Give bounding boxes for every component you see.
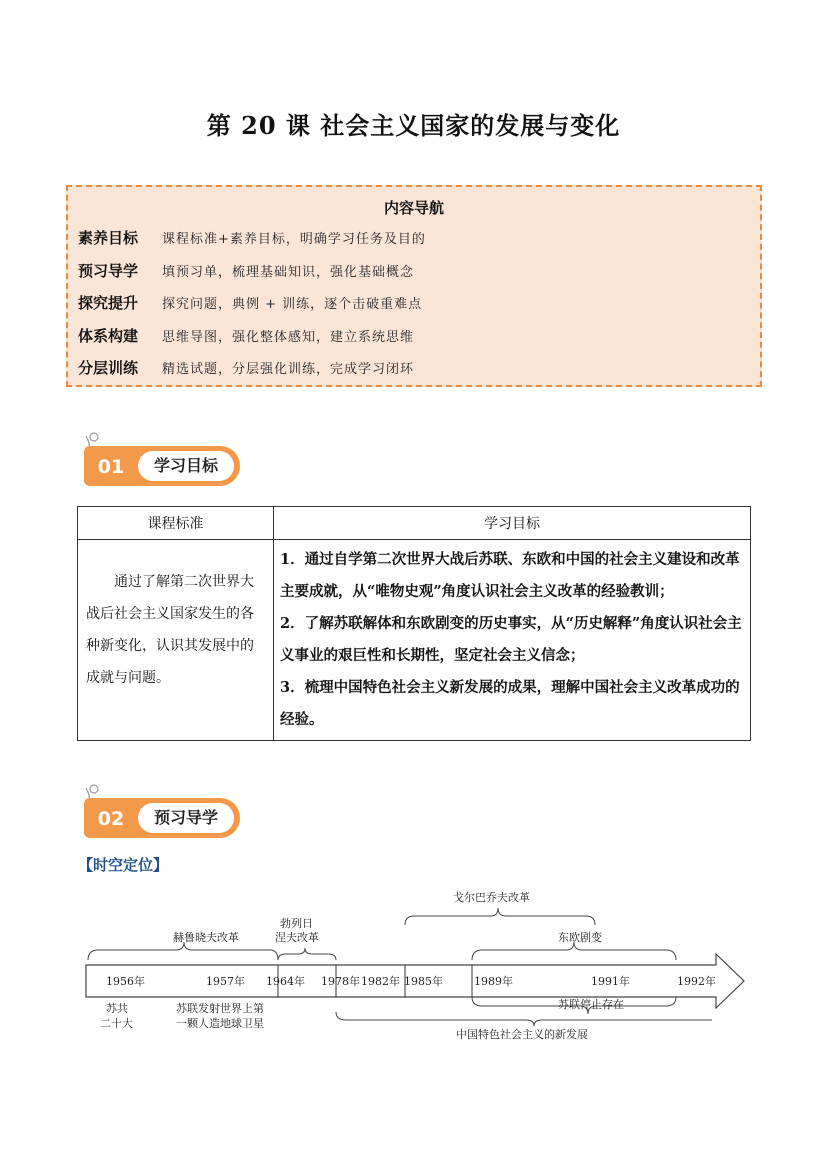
brace-lines-below	[336, 997, 712, 1026]
nav-item-desc: 思维导图，强化整体感知，建立系统思维	[162, 329, 415, 345]
nav-item	[78, 225, 426, 249]
year-label: 1991年	[591, 975, 630, 988]
timeline-diagram	[80, 884, 750, 1049]
nav-item-desc: 精选试题，分层强化训练，完成学习闭环	[162, 361, 415, 377]
section-label: 学习目标	[138, 451, 234, 481]
nav-item-desc: 填预习单，梳理基础知识，强化基础概念	[162, 264, 415, 280]
section-badge-preview	[84, 784, 240, 846]
standard-text: 通过了解第二次世界大战后社会主义国家发生的各种新变化，认识其发展中的成就与问题。	[86, 574, 254, 686]
satellite-label-line2: 一颗人造地球卫星	[176, 1017, 264, 1030]
table-header-row	[78, 507, 751, 540]
year-label: 1989年	[474, 975, 513, 988]
year-label: 1957年	[206, 975, 245, 988]
cpsu-congress-label-line1: 苏共	[106, 1002, 128, 1015]
nav-item	[78, 290, 422, 314]
nav-item-label: 预习导学	[78, 261, 139, 280]
table-header-standard: 课程标准	[78, 507, 274, 540]
goal-item: 1．通过自学第二次世界大战后苏联、东欧和中国的社会主义建设和改革主要成就，从“唯物史观”角度认识社会主义改革的经验教训；	[280, 551, 740, 600]
section-number: 02	[97, 808, 125, 830]
nav-item-label: 体系构建	[78, 326, 139, 345]
goal-item: 2．了解苏联解体和东欧剧变的历史事实，从“历史解释”角度认识社会主义事业的艰巨性和长期性，坚定社会主义信念；	[280, 615, 742, 664]
table-header-goals: 学习目标	[274, 507, 751, 540]
section-number: 01	[97, 456, 125, 478]
year-label: 1956年	[106, 975, 145, 988]
section-badge-learning-goals	[84, 432, 240, 494]
ussr-end-label: 苏联停止存在	[558, 998, 624, 1011]
goals-table	[77, 506, 751, 741]
nav-heading: 内容导航	[383, 199, 444, 217]
satellite-label-line1: 苏联发射世界上第	[176, 1002, 264, 1015]
brezhnev-reform-label-line1: 勃列日	[280, 917, 313, 930]
eastern-europe-upheaval-label: 东欧剧变	[558, 931, 602, 944]
nav-item	[78, 355, 414, 379]
subheading-time-space: 【时空定位】	[78, 856, 169, 874]
china-development-label: 中国特色社会主义的新发展	[456, 1028, 588, 1041]
khrushchev-reform-label: 赫鲁晓夫改革	[173, 931, 239, 944]
nav-item-desc: 探究问题，典例 + 训练，逐个击破重难点	[162, 296, 423, 312]
year-label: 1985年	[404, 975, 443, 988]
nav-item	[78, 323, 414, 347]
cpsu-congress-label-line2: 二十大	[100, 1017, 133, 1030]
page-title: 第 20 课 社会主义国家的发展与变化	[206, 111, 621, 140]
nav-item-label: 素养目标	[78, 228, 139, 247]
section-label: 预习导学	[138, 803, 234, 833]
brezhnev-reform-label-line2: 涅夫改革	[275, 931, 319, 944]
table-row	[78, 540, 751, 741]
year-label: 1982年	[361, 975, 400, 988]
year-label: 1964年	[266, 975, 305, 988]
standard-cell	[78, 540, 274, 741]
nav-item-label: 探究提升	[78, 293, 139, 312]
goal-item: 3．梳理中国特色社会主义新发展的成果，理解中国社会主义改革成功的经验。	[280, 679, 740, 728]
nav-item-desc: 课程标准+素养目标，明确学习任务及目的	[162, 231, 426, 247]
goals-cell	[274, 540, 751, 741]
year-label: 1992年	[677, 975, 716, 988]
content-navigation-box	[66, 185, 762, 387]
nav-item	[78, 258, 414, 282]
gorbachev-reform-label: 戈尔巴乔夫改革	[453, 891, 530, 904]
year-label: 1978年	[321, 975, 360, 988]
nav-item-label: 分层训练	[78, 358, 139, 377]
